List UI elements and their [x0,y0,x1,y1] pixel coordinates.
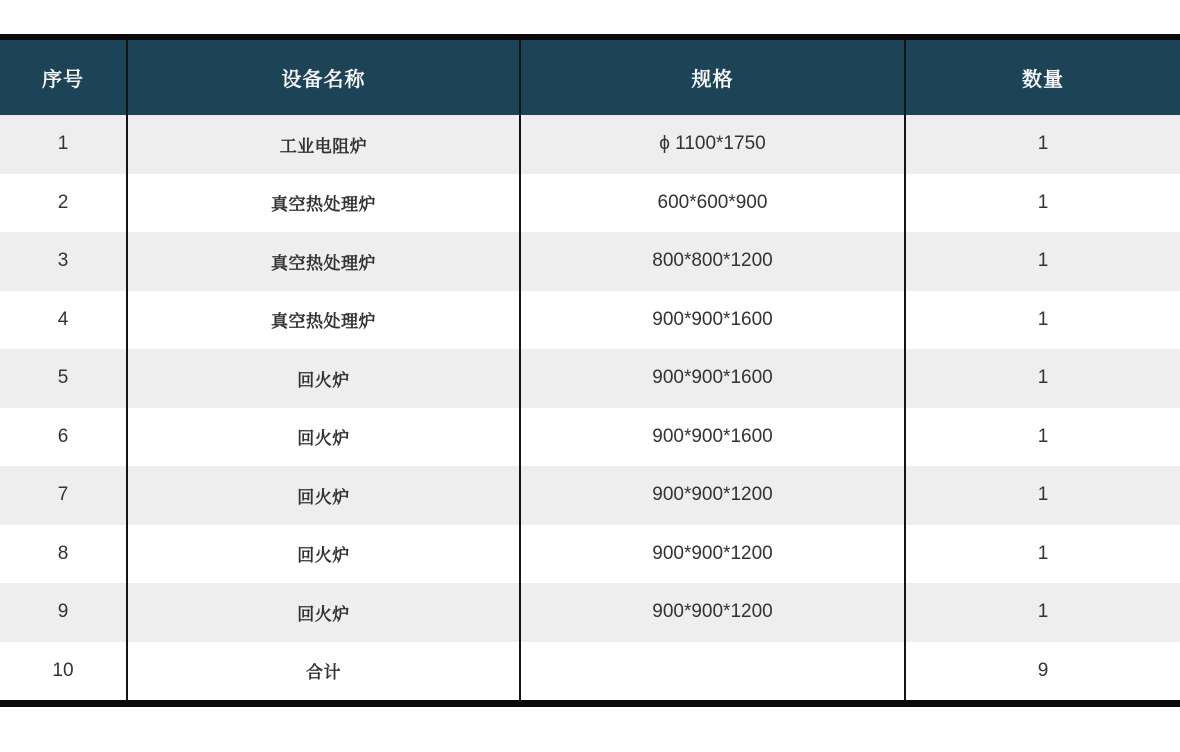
cell-name: 回火炉 [128,583,521,642]
header-cell-spec: 规格 [521,40,906,115]
cell-name: 回火炉 [128,525,521,584]
cell-spec [521,642,906,701]
cell-spec: 900*900*1600 [521,291,906,350]
cell-name: 回火炉 [128,408,521,467]
cell-qty: 1 [1037,367,1049,389]
table-row [0,642,1180,701]
cell-qty: 1 [1037,250,1049,272]
cell-name: 真空热处理炉 [128,291,521,350]
table-row [0,232,1180,291]
table-row [0,349,1180,408]
cell-index: 8 [0,525,128,584]
table-row [0,583,1180,642]
cell-name: 真空热处理炉 [128,174,521,233]
cell-spec: 900*900*1200 [521,525,906,584]
header-cell-qty: 数量 [1022,69,1064,91]
table-row [0,174,1180,233]
cell-qty: 1 [1037,308,1049,330]
cell-index: 1 [0,115,128,174]
cell-spec: 900*900*1600 [521,408,906,467]
cell-qty: 1 [1037,133,1049,155]
cell-spec: 900*900*1600 [521,349,906,408]
header-cell-name: 设备名称 [128,40,521,115]
cell-index: 4 [0,291,128,350]
header-cell-index: 序号 [0,40,128,115]
table-row [0,525,1180,584]
cell-index: 6 [0,408,128,467]
cell-qty: 1 [1037,425,1049,447]
cell-qty: 1 [1037,542,1049,564]
cell-name: 回火炉 [128,466,521,525]
cell-qty: 1 [1037,191,1049,213]
cell-index: 3 [0,232,128,291]
table-row [0,291,1180,350]
cell-name: 合计 [128,642,521,701]
table-body [0,115,1180,700]
table-row [0,408,1180,467]
cell-index: 7 [0,466,128,525]
table-row [0,466,1180,525]
cell-name: 工业电阻炉 [128,115,521,174]
cell-spec: ϕ 1100*1750 [521,115,906,174]
cell-index: 2 [0,174,128,233]
cell-index: 10 [0,642,128,701]
table-row [0,115,1180,174]
cell-name: 真空热处理炉 [128,232,521,291]
cell-qty: 1 [1037,484,1049,506]
cell-spec: 800*800*1200 [521,232,906,291]
cell-qty: 9 [1037,659,1049,681]
cell-qty: 1 [1037,601,1049,623]
cell-index: 9 [0,583,128,642]
cell-spec: 900*900*1200 [521,466,906,525]
cell-spec: 900*900*1200 [521,583,906,642]
cell-name: 回火炉 [128,349,521,408]
equipment-table [0,34,1180,707]
cell-index: 5 [0,349,128,408]
table-header-row [0,40,1180,115]
cell-spec: 600*600*900 [521,174,906,233]
